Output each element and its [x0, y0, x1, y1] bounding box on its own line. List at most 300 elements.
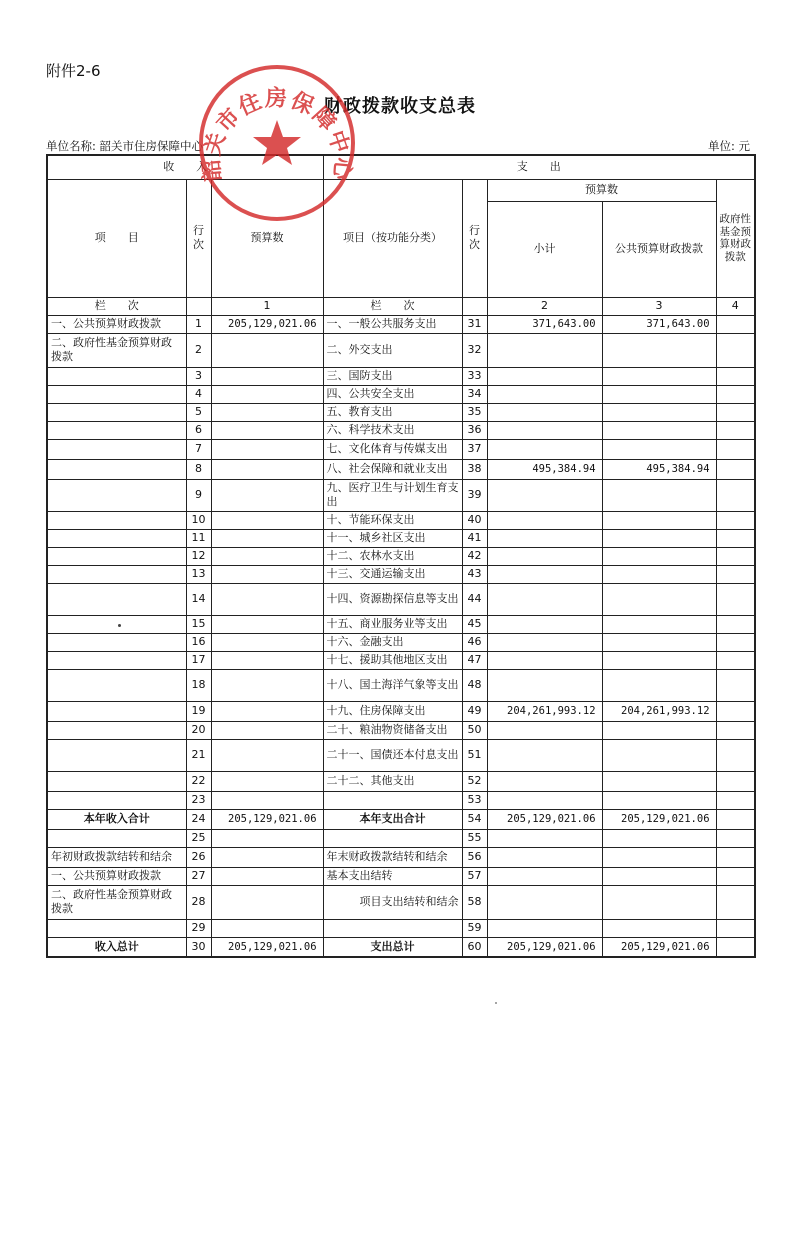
income-item — [47, 633, 186, 651]
income-item — [47, 367, 186, 385]
expense-public-budget — [602, 403, 716, 421]
expense-row-no: 37 — [462, 439, 487, 459]
expense-subtotal — [487, 829, 602, 847]
income-item — [47, 739, 186, 771]
expense-public-budget — [602, 583, 716, 615]
expense-public-budget — [602, 615, 716, 633]
expense-gov-fund — [716, 421, 755, 439]
expense-subtotal — [487, 867, 602, 885]
budget-group-header: 预算数 — [487, 179, 716, 201]
col-index-4: 4 — [716, 297, 755, 315]
table-row — [47, 633, 755, 651]
expense-item: 二、外交支出 — [323, 333, 462, 367]
expense-public-budget — [602, 565, 716, 583]
income-row-no: 8 — [186, 459, 211, 479]
expense-item: 五、教育支出 — [323, 403, 462, 421]
income-amount — [211, 669, 323, 701]
income-item — [47, 565, 186, 583]
expense-subtotal — [487, 771, 602, 791]
income-row-no: 25 — [186, 829, 211, 847]
expense-item: 四、公共安全支出 — [323, 385, 462, 403]
income-row-no: 3 — [186, 367, 211, 385]
income-item: 年初财政拨款结转和结余 — [47, 847, 186, 867]
expense-item: 十八、国土海洋气象等支出 — [323, 669, 462, 701]
income-row-no: 16 — [186, 633, 211, 651]
expense-item — [323, 829, 462, 847]
expense-gov-fund — [716, 385, 755, 403]
expense-public-budget — [602, 529, 716, 547]
expense-subtotal — [487, 919, 602, 937]
expense-subtotal — [487, 547, 602, 565]
income-row-no: 29 — [186, 919, 211, 937]
expense-subtotal — [487, 439, 602, 459]
expense-subtotal — [487, 333, 602, 367]
row-no-header-left: 行次 — [186, 179, 211, 297]
expense-public-budget — [602, 721, 716, 739]
expense-item: 十三、交通运输支出 — [323, 565, 462, 583]
svg-text:韶关市住房保障中心: 韶关市住房保障中心 — [198, 85, 356, 183]
table-row — [47, 847, 755, 867]
expense-gov-fund — [716, 479, 755, 511]
income-item — [47, 791, 186, 809]
expense-gov-fund — [716, 333, 755, 367]
budget-table — [46, 154, 756, 958]
income-row-no: 17 — [186, 651, 211, 669]
expense-row-no: 53 — [462, 791, 487, 809]
expense-gov-fund — [716, 633, 755, 651]
column-index-row — [47, 297, 755, 315]
col-index-empty — [186, 297, 211, 315]
expense-row-no: 31 — [462, 315, 487, 333]
expense-gov-fund — [716, 669, 755, 701]
expense-subtotal — [487, 565, 602, 583]
income-item — [47, 511, 186, 529]
public-budget-header: 公共预算财政拨款 — [602, 201, 716, 297]
expense-gov-fund — [716, 511, 755, 529]
income-amount: 205,129,021.06 — [211, 937, 323, 957]
expense-item: 支出总计 — [323, 937, 462, 957]
expense-public-budget — [602, 651, 716, 669]
expense-row-no: 55 — [462, 829, 487, 847]
income-item — [47, 615, 186, 633]
expense-row-no: 39 — [462, 479, 487, 511]
income-item — [47, 583, 186, 615]
income-amount — [211, 739, 323, 771]
income-row-no: 21 — [186, 739, 211, 771]
table-row — [47, 421, 755, 439]
income-amount — [211, 529, 323, 547]
expense-item: 八、社会保障和就业支出 — [323, 459, 462, 479]
table-row — [47, 315, 755, 333]
income-item — [47, 421, 186, 439]
expense-row-no: 57 — [462, 867, 487, 885]
currency-unit: 单位: 元 — [707, 139, 750, 153]
expense-item: 十二、农林水支出 — [323, 547, 462, 565]
income-amount — [211, 867, 323, 885]
expense-row-no: 58 — [462, 885, 487, 919]
table-row — [47, 809, 755, 829]
expense-item: 二十二、其他支出 — [323, 771, 462, 791]
expense-public-budget — [602, 847, 716, 867]
expense-row-no: 51 — [462, 739, 487, 771]
income-amount — [211, 771, 323, 791]
table-row — [47, 565, 755, 583]
expense-item: 一、一般公共服务支出 — [323, 315, 462, 333]
table-row — [47, 479, 755, 511]
income-item — [47, 529, 186, 547]
expense-gov-fund — [716, 847, 755, 867]
expense-item: 本年支出合计 — [323, 809, 462, 829]
income-item — [47, 479, 186, 511]
row-no-header-right: 行次 — [462, 179, 487, 297]
expense-item: 基本支出结转 — [323, 867, 462, 885]
expense-item: 九、医疗卫生与计划生育支出 — [323, 479, 462, 511]
income-amount — [211, 651, 323, 669]
income-item — [47, 651, 186, 669]
income-item: 一、公共预算财政拨款 — [47, 315, 186, 333]
income-row-no: 28 — [186, 885, 211, 919]
income-item — [47, 403, 186, 421]
expense-row-no: 56 — [462, 847, 487, 867]
expense-public-budget: 371,643.00 — [602, 315, 716, 333]
expense-item: 年末财政拨款结转和结余 — [323, 847, 462, 867]
expense-subtotal — [487, 669, 602, 701]
expense-gov-fund — [716, 701, 755, 721]
col-index-3: 3 — [602, 297, 716, 315]
income-amount — [211, 791, 323, 809]
expense-public-budget — [602, 333, 716, 367]
income-row-no: 1 — [186, 315, 211, 333]
unit-line — [46, 138, 750, 154]
table-row — [47, 791, 755, 809]
stray-mark — [495, 1002, 497, 1004]
expense-subtotal — [487, 885, 602, 919]
expense-row-no: 52 — [462, 771, 487, 791]
income-row-no: 12 — [186, 547, 211, 565]
income-item — [47, 669, 186, 701]
expense-public-budget: 205,129,021.06 — [602, 937, 716, 957]
stray-mark — [118, 624, 121, 627]
table-row — [47, 771, 755, 791]
table-row — [47, 867, 755, 885]
income-item: 本年收入合计 — [47, 809, 186, 829]
income-row-no: 23 — [186, 791, 211, 809]
expense-item: 十六、金融支出 — [323, 633, 462, 651]
expense-public-budget — [602, 739, 716, 771]
expense-public-budget — [602, 439, 716, 459]
table-row — [47, 385, 755, 403]
table-row — [47, 739, 755, 771]
header-row-1 — [47, 155, 755, 179]
table-row — [47, 885, 755, 919]
table-row — [47, 403, 755, 421]
expense-public-budget — [602, 511, 716, 529]
expense-subtotal — [487, 403, 602, 421]
table-row — [47, 615, 755, 633]
expense-subtotal — [487, 529, 602, 547]
table-row — [47, 459, 755, 479]
income-item — [47, 459, 186, 479]
income-amount — [211, 565, 323, 583]
expense-public-budget: 205,129,021.06 — [602, 809, 716, 829]
income-row-no: 18 — [186, 669, 211, 701]
table-row — [47, 529, 755, 547]
expense-public-budget — [602, 547, 716, 565]
expense-item: 七、文化体育与传媒支出 — [323, 439, 462, 459]
income-row-no: 15 — [186, 615, 211, 633]
income-amount — [211, 547, 323, 565]
expense-gov-fund — [716, 547, 755, 565]
income-amount — [211, 615, 323, 633]
col-index-empty — [462, 297, 487, 315]
expense-public-budget: 495,384.94 — [602, 459, 716, 479]
col-index-1: 1 — [211, 297, 323, 315]
expense-item: 二十一、国债还本付息支出 — [323, 739, 462, 771]
expense-public-budget — [602, 669, 716, 701]
expense-public-budget — [602, 367, 716, 385]
expense-row-no: 59 — [462, 919, 487, 937]
expense-row-no: 35 — [462, 403, 487, 421]
expense-gov-fund — [716, 771, 755, 791]
expense-row-no: 49 — [462, 701, 487, 721]
income-row-no: 9 — [186, 479, 211, 511]
income-row-no: 19 — [186, 701, 211, 721]
expense-item: 十四、资源勘探信息等支出 — [323, 583, 462, 615]
expense-public-budget — [602, 479, 716, 511]
income-row-no: 11 — [186, 529, 211, 547]
expense-gov-fund — [716, 439, 755, 459]
income-item: 二、政府性基金预算财政拨款 — [47, 885, 186, 919]
income-amount: 205,129,021.06 — [211, 809, 323, 829]
expense-public-budget — [602, 867, 716, 885]
expense-subtotal — [487, 421, 602, 439]
col-label-left: 栏 次 — [47, 297, 186, 315]
expense-subtotal — [487, 739, 602, 771]
expense-subtotal: 371,643.00 — [487, 315, 602, 333]
table-row — [47, 439, 755, 459]
income-amount — [211, 459, 323, 479]
expense-public-budget — [602, 421, 716, 439]
expense-public-budget — [602, 771, 716, 791]
income-amount — [211, 721, 323, 739]
income-amount — [211, 333, 323, 367]
income-row-no: 13 — [186, 565, 211, 583]
expense-subtotal: 205,129,021.06 — [487, 809, 602, 829]
income-row-no: 6 — [186, 421, 211, 439]
income-row-no: 27 — [186, 867, 211, 885]
expense-gov-fund — [716, 919, 755, 937]
official-seal — [196, 62, 358, 224]
expense-gov-fund — [716, 315, 755, 333]
expense-gov-fund — [716, 615, 755, 633]
expense-row-no: 50 — [462, 721, 487, 739]
expense-public-budget — [602, 633, 716, 651]
income-item — [47, 829, 186, 847]
income-row-no: 22 — [186, 771, 211, 791]
expense-gov-fund — [716, 885, 755, 919]
expense-row-no: 38 — [462, 459, 487, 479]
table-row — [47, 511, 755, 529]
income-row-no: 14 — [186, 583, 211, 615]
table-row — [47, 937, 755, 957]
header-row-2 — [47, 179, 755, 201]
expense-gov-fund — [716, 459, 755, 479]
income-amount — [211, 919, 323, 937]
income-item — [47, 547, 186, 565]
budget-header-left: 预算数 — [211, 179, 323, 297]
income-amount — [211, 367, 323, 385]
income-amount — [211, 511, 323, 529]
expense-gov-fund — [716, 529, 755, 547]
item-header: 项 目 — [47, 179, 186, 297]
table-row — [47, 701, 755, 721]
expense-subtotal — [487, 651, 602, 669]
expense-gov-fund — [716, 867, 755, 885]
expense-public-budget — [602, 919, 716, 937]
expense-header: 支 出 — [323, 155, 755, 179]
expense-row-no: 44 — [462, 583, 487, 615]
income-row-no: 2 — [186, 333, 211, 367]
expense-row-no: 45 — [462, 615, 487, 633]
expense-subtotal — [487, 479, 602, 511]
expense-row-no: 47 — [462, 651, 487, 669]
expense-item: 三、国防支出 — [323, 367, 462, 385]
income-amount: 205,129,021.06 — [211, 315, 323, 333]
expense-row-no: 60 — [462, 937, 487, 957]
expense-public-budget: 204,261,993.12 — [602, 701, 716, 721]
expense-row-no: 46 — [462, 633, 487, 651]
expense-gov-fund — [716, 809, 755, 829]
income-item — [47, 385, 186, 403]
income-row-no: 30 — [186, 937, 211, 957]
expense-public-budget — [602, 385, 716, 403]
income-amount — [211, 701, 323, 721]
expense-public-budget — [602, 791, 716, 809]
expense-row-no: 42 — [462, 547, 487, 565]
expense-item — [323, 791, 462, 809]
table-row — [47, 919, 755, 937]
expense-item: 十一、城乡社区支出 — [323, 529, 462, 547]
income-amount — [211, 421, 323, 439]
expense-subtotal — [487, 615, 602, 633]
attachment-label: 附件2-6 — [46, 62, 101, 80]
expense-row-no: 41 — [462, 529, 487, 547]
expense-item: 项目支出结转和结余 — [323, 885, 462, 919]
expense-item: 二十、粮油物资储备支出 — [323, 721, 462, 739]
expense-gov-fund — [716, 583, 755, 615]
income-amount — [211, 829, 323, 847]
income-row-no: 26 — [186, 847, 211, 867]
income-item: 二、政府性基金预算财政拨款 — [47, 333, 186, 367]
expense-row-no: 34 — [462, 385, 487, 403]
expense-row-no: 36 — [462, 421, 487, 439]
item-func-header: 项目（按功能分类） — [323, 179, 462, 297]
table-row — [47, 583, 755, 615]
expense-subtotal — [487, 721, 602, 739]
income-amount — [211, 439, 323, 459]
income-amount — [211, 847, 323, 867]
expense-item: 十七、援助其他地区支出 — [323, 651, 462, 669]
expense-row-no: 48 — [462, 669, 487, 701]
table-row — [47, 651, 755, 669]
page-title: 财政拨款收支总表 — [324, 96, 476, 117]
expense-item: 十九、住房保障支出 — [323, 701, 462, 721]
income-amount — [211, 633, 323, 651]
col-label-right: 栏 次 — [323, 297, 462, 315]
table-row — [47, 333, 755, 367]
income-row-no: 24 — [186, 809, 211, 829]
gov-fund-header: 政府性基金预算财政拨款 — [716, 179, 755, 297]
income-item — [47, 919, 186, 937]
income-row-no: 5 — [186, 403, 211, 421]
expense-subtotal — [487, 791, 602, 809]
col-index-2: 2 — [487, 297, 602, 315]
income-amount — [211, 403, 323, 421]
expense-row-no: 32 — [462, 333, 487, 367]
table-row — [47, 829, 755, 847]
expense-subtotal: 495,384.94 — [487, 459, 602, 479]
expense-gov-fund — [716, 937, 755, 957]
income-amount — [211, 885, 323, 919]
expense-row-no: 40 — [462, 511, 487, 529]
table-row — [47, 721, 755, 739]
income-amount — [211, 479, 323, 511]
expense-gov-fund — [716, 829, 755, 847]
expense-item: 十、节能环保支出 — [323, 511, 462, 529]
expense-item — [323, 919, 462, 937]
expense-item: 六、科学技术支出 — [323, 421, 462, 439]
expense-subtotal — [487, 511, 602, 529]
income-item: 一、公共预算财政拨款 — [47, 867, 186, 885]
expense-gov-fund — [716, 721, 755, 739]
expense-row-no: 54 — [462, 809, 487, 829]
expense-subtotal: 205,129,021.06 — [487, 937, 602, 957]
income-item — [47, 771, 186, 791]
expense-gov-fund — [716, 565, 755, 583]
income-amount — [211, 583, 323, 615]
expense-gov-fund — [716, 739, 755, 771]
expense-subtotal: 204,261,993.12 — [487, 701, 602, 721]
income-item — [47, 701, 186, 721]
expense-subtotal — [487, 847, 602, 867]
expense-subtotal — [487, 385, 602, 403]
income-item — [47, 721, 186, 739]
table-row — [47, 547, 755, 565]
income-item — [47, 439, 186, 459]
expense-subtotal — [487, 633, 602, 651]
expense-row-no: 33 — [462, 367, 487, 385]
income-row-no: 10 — [186, 511, 211, 529]
expense-gov-fund — [716, 367, 755, 385]
expense-gov-fund — [716, 403, 755, 421]
income-amount — [211, 385, 323, 403]
expense-row-no: 43 — [462, 565, 487, 583]
table-row — [47, 669, 755, 701]
income-header: 收 入 — [47, 155, 323, 179]
income-row-no: 4 — [186, 385, 211, 403]
expense-public-budget — [602, 885, 716, 919]
expense-item: 十五、商业服务业等支出 — [323, 615, 462, 633]
income-row-no: 7 — [186, 439, 211, 459]
expense-subtotal — [487, 583, 602, 615]
table-row — [47, 367, 755, 385]
expense-subtotal — [487, 367, 602, 385]
income-row-no: 20 — [186, 721, 211, 739]
income-item: 收入总计 — [47, 937, 186, 957]
subtotal-header: 小计 — [487, 201, 602, 297]
unit-name: 单位名称: 韶关市住房保障中心 — [46, 139, 204, 153]
expense-gov-fund — [716, 651, 755, 669]
